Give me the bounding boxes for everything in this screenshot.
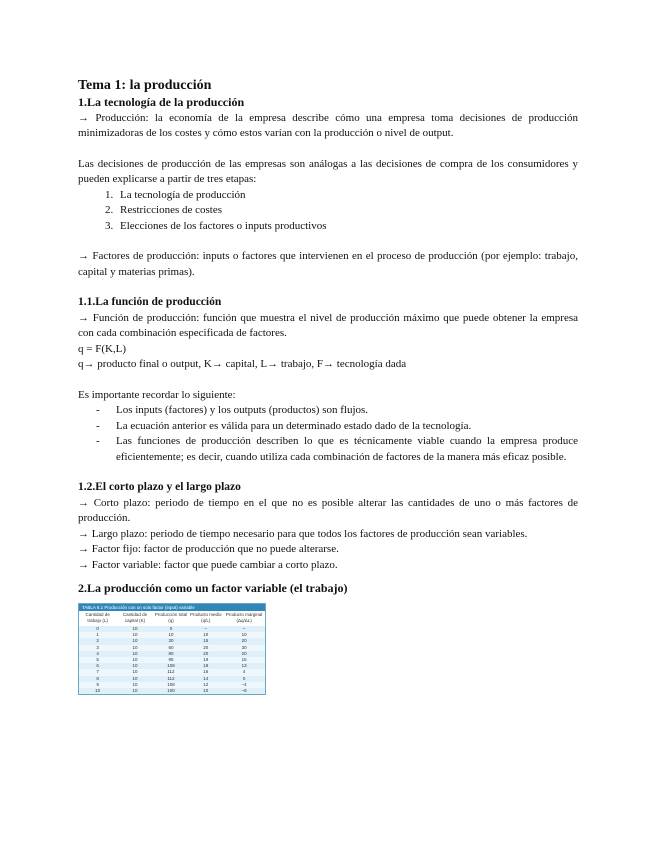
table-cell: 10 — [116, 632, 153, 638]
table-cell: 0 — [154, 626, 189, 632]
table-cell: 4 — [79, 651, 116, 657]
table-cell: 10 — [188, 632, 223, 638]
formula-legend: q→ producto final o output, K→ capital, L→ trabajo, F→ tecnología dada — [78, 358, 407, 370]
table-cell: 95 — [154, 657, 189, 663]
table-cell: 8 — [79, 676, 116, 682]
table-cell: 10 — [116, 688, 153, 694]
table-cell: 5 — [79, 657, 116, 663]
table-cell: 10 — [116, 669, 153, 675]
section-1-paragraph-1: → Producción: la economía de la empresa describe cómo una empresa toma decisiones de producción minimizadoras de los costes y cómo estos varían con la producción o nivel de output. — [78, 111, 578, 139]
table-cell: 108 — [154, 663, 189, 669]
table-cell: 16 — [188, 669, 223, 675]
table-cell: 19 — [188, 657, 223, 663]
column-header: Cantidad de trabajo (L) — [79, 611, 116, 626]
table-cell: 20 — [188, 645, 223, 651]
table-cell: 60 — [154, 645, 189, 651]
column-header: Producto marginal (Δq/ΔL) — [223, 611, 265, 626]
table-row — [79, 688, 265, 694]
table-cell: 1 — [79, 632, 116, 638]
table-cell: 10 — [79, 688, 116, 694]
section-1-paragraph-2: Las decisiones de producción de las empresas son análogas a las decisiones de compra de los consumidores y pueden explicarse a partir de tres etapas: — [78, 157, 578, 185]
table-header-row — [79, 611, 265, 626]
table-cell: 9 — [79, 682, 116, 688]
section-1-2-heading: 1.2.El corto plazo y el largo plazo — [78, 481, 241, 493]
list-item: - Las funciones de producción describen lo que es técnicamente viable cuando la empresa produce eficientemente; es decir, cuando utiliza cada combinación de factores de la manera más eficaz posible. — [116, 434, 578, 465]
list-item: 1. La tecnología de producción — [116, 188, 578, 204]
production-formula: q = F(K,L) — [78, 342, 127, 355]
production-table — [78, 603, 266, 696]
table-cell: 30 — [154, 638, 189, 644]
table-cell: 10 — [154, 632, 189, 638]
document-body — [78, 77, 578, 695]
list-item: - La ecuación anterior es válida para un determinado estado dado de la tecnología. — [116, 419, 578, 435]
section-1-heading: 1.La tecnología de la producción — [78, 95, 245, 109]
table-cell: 2 — [79, 638, 116, 644]
variable-factor-definition: → Factor variable: factor que puede cambiar a corto plazo. — [78, 558, 338, 571]
remember-list — [78, 403, 578, 465]
table-cell: 3 — [79, 645, 116, 651]
section-1-1-paragraph-2: Es importante recordar lo siguiente: — [78, 388, 236, 401]
table-cell: 7 — [79, 669, 116, 675]
section-1-paragraph-3: → Factores de producción: inputs o factores que intervienen en el proceso de producción (por ejemplo: trabajo, capital y materias primas). — [78, 250, 578, 278]
table-cell: 20 — [188, 651, 223, 657]
table-cell: –4 — [223, 682, 265, 688]
column-header: Producto medio (q/L) — [188, 611, 223, 626]
table-cell: 10 — [116, 626, 153, 632]
table-cell: 100 — [154, 688, 189, 694]
table-cell: 0 — [79, 626, 116, 632]
table-cell: 12 — [188, 682, 223, 688]
table-cell: 15 — [188, 638, 223, 644]
table-cell: 20 — [223, 638, 265, 644]
page-title: Tema 1: la producción — [78, 78, 212, 93]
table-cell: 10 — [223, 632, 265, 638]
table-cell: 10 — [116, 682, 153, 688]
table-cell: 10 — [116, 663, 153, 669]
section-1-1-heading: 1.1.La función de producción — [78, 296, 222, 308]
table-cell: 18 — [188, 663, 223, 669]
column-header: Cantidad de capital (K) — [116, 611, 153, 626]
table-cell: 10 — [116, 676, 153, 682]
table-cell: –8 — [223, 688, 265, 694]
table-cell: 14 — [188, 676, 223, 682]
table-cell: 15 — [223, 657, 265, 663]
list-item: - Los inputs (factores) y los outputs (productos) son flujos. — [116, 403, 578, 419]
long-run-definition: → Largo plazo: periodo de tiempo necesario para que todos los factores de producción sean variables. — [78, 527, 528, 540]
table-cell: 30 — [223, 645, 265, 651]
list-item: 2. Restricciones de costes — [116, 203, 578, 219]
table-cell: 6 — [79, 663, 116, 669]
table-cell: 108 — [154, 682, 189, 688]
table-cell: 20 — [223, 651, 265, 657]
table-cell: 80 — [154, 651, 189, 657]
table-cell: 10 — [116, 651, 153, 657]
column-header: Producción total (q) — [154, 611, 189, 626]
table-cell: – — [188, 626, 223, 632]
table-cell: – — [223, 626, 265, 632]
table-cell: 10 — [116, 638, 153, 644]
table-caption: TABLA 6.1 Producción con un solo factor (input) variable — [79, 604, 265, 611]
table-cell: 10 — [116, 657, 153, 663]
stages-list — [78, 188, 578, 235]
table-cell: 112 — [154, 676, 189, 682]
table-cell: 10 — [188, 688, 223, 694]
section-1-1-paragraph-1: → Función de producción: función que muestra el nivel de producción máximo que puede obtener la empresa con cada combinación especificada de factores. — [78, 311, 578, 339]
table-cell: 10 — [116, 645, 153, 651]
section-2-heading: 2.La producción como un factor variable (el trabajo) — [78, 581, 348, 595]
table-cell: 112 — [154, 669, 189, 675]
table-cell: 13 — [223, 663, 265, 669]
table-body — [79, 626, 265, 694]
short-run-definition: → Corto plazo: periodo de tiempo en el que no es posible alterar las cantidades de uno o más factores de producción. — [78, 496, 578, 524]
list-item: 3. Elecciones de los factores o inputs productivos — [116, 219, 578, 235]
table-cell: 4 — [223, 669, 265, 675]
fixed-factor-definition: → Factor fijo: factor de producción que no puede alterarse. — [78, 543, 339, 555]
table-cell: 0 — [223, 676, 265, 682]
